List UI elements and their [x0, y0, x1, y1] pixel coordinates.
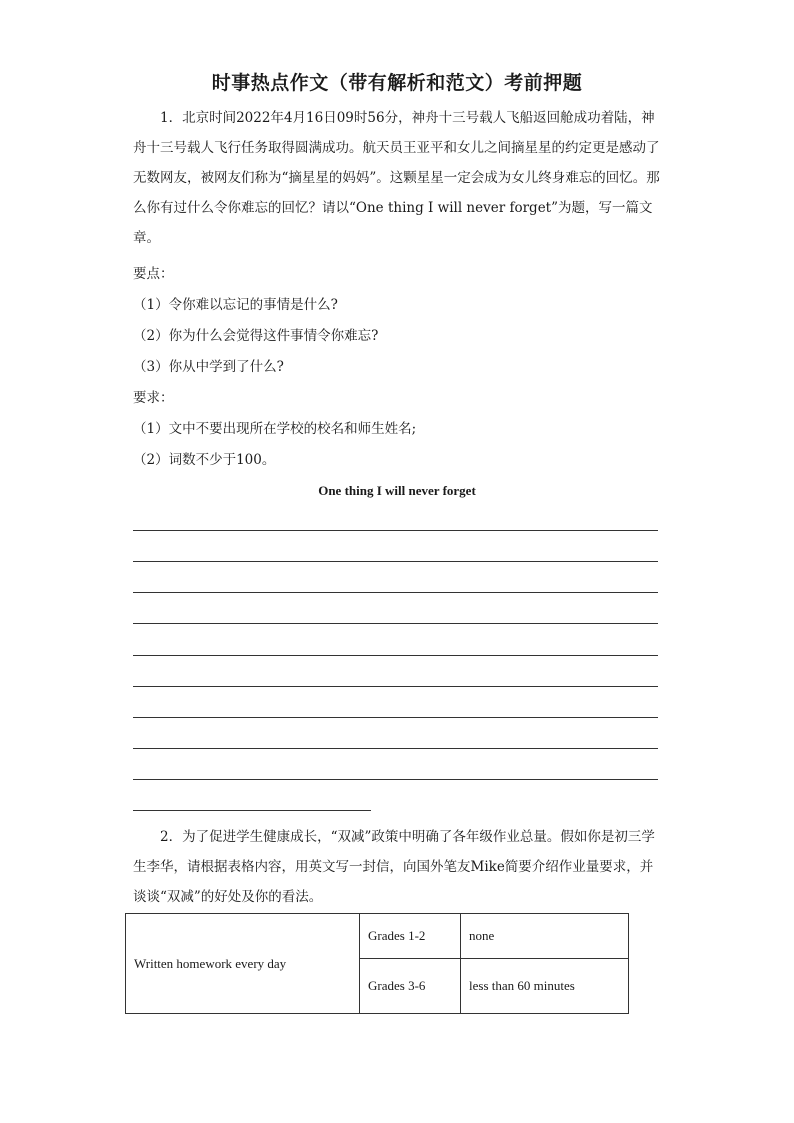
limit-cell: less than 60 minutes: [461, 959, 629, 1014]
writing-line: [133, 561, 658, 562]
writing-line: [133, 686, 658, 687]
question-1-prompt: 1．北京时间2022年4月16日09时56分，神舟十三号载人飞船返回舱成功着陆，神舟十三号载人飞行任务取得圆满成功。航天员王亚平和女儿之间摘星星的约定更是感动了无数网友，被网友们称为“摘星星的妈妈”。这颗星星一定会成为女儿终身难忘的回忆。那么你有过什么令你难忘的回忆？请以“One thing I will never forget”为题，写一篇文章。: [133, 110, 660, 246]
writing-line: [133, 748, 658, 749]
grade-cell: Grades 1-2: [360, 914, 461, 959]
grade-cell: Grades 3-6: [360, 959, 461, 1014]
point-item: （1）令你难以忘记的事情是什么?: [133, 297, 338, 313]
writing-line: [133, 623, 658, 624]
page-title: 时事热点作文（带有解析和范文）考前押题: [211, 72, 583, 94]
point-item: （3）你从中学到了什么?: [133, 359, 284, 375]
writing-line: [133, 655, 658, 656]
writing-line: [133, 592, 658, 593]
writing-line: [133, 530, 658, 531]
requirement-item: （1）文中不要出现所在学校的校名和师生姓名;: [133, 421, 417, 437]
point-item: （2）你为什么会觉得这件事情令你难忘?: [133, 328, 379, 344]
essay-title: One thing I will never forget: [318, 483, 476, 498]
points-label: 要点：: [133, 266, 174, 282]
table-category-cell: Written homework every day: [126, 914, 360, 1014]
writing-line: [133, 779, 658, 780]
requirements-label: 要求：: [133, 390, 174, 406]
homework-table: [125, 913, 629, 1014]
writing-line: [133, 717, 658, 718]
writing-line: [133, 810, 371, 811]
requirement-item: （2）词数不少于100。: [133, 452, 276, 468]
question-2-prompt: 2．为了促进学生健康成长，“双减”政策中明确了各年级作业总量。假如你是初三学生李华，请根据表格内容，用英文写一封信，向国外笔友Mike简要介绍作业量要求，并谈谈“双减”的好处及你的看法。: [133, 829, 655, 905]
limit-cell: none: [461, 914, 629, 959]
